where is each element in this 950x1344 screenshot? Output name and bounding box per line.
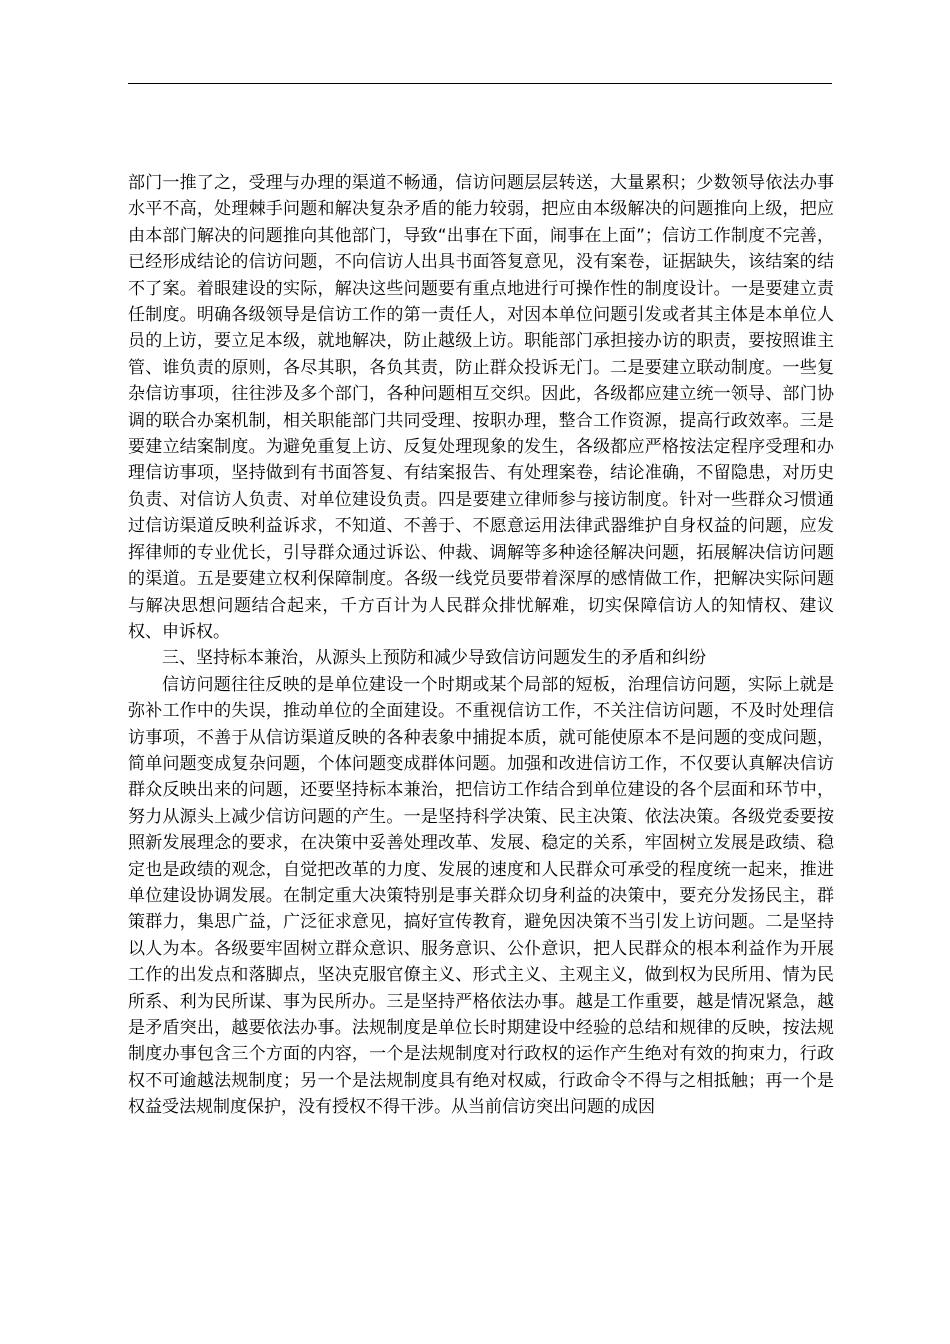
header-rule bbox=[128, 83, 832, 84]
section-heading: 三、坚持标本兼治，从源头上预防和减少导致信访问题发生的矛盾和纠纷 bbox=[162, 648, 706, 669]
paragraph-continued: 部门一推了之，受理与办理的渠道不畅通，信访问题层层转送，大量累积；少数领导依法办事水平不高，处理棘手问题和解决复杂矛盾的能力较弱，把应由本级解决的问题推向上级，把应由本部门解决的问题推向其他部门，导致“出事在下面，闹事在上面”；信访工作制度不完善，已经形成结论的信访问题，不向信访人出具书面答复意见，没有案卷，证据缺失，该结案的结不了案。着眼建设的实际，解决这些问题要有重点地进行可操作性的制度设计。一是要建立责任制度。明确各级领导是信访工作的第一责任人，对因本单位问题引发或者其主体是本单位人员的上访，要立足本级，就地解决，防止越级上访。职能部门承担接办访的职责，要按照谁主管、谁负责的原则，各尽其职，各负其责，防止群众投诉无门。二是要建立联动制度。一些复杂信访事项，往往涉及多个部门，各种问题相互交织。因此，各级都应建立统一领导、部门协调的联合办案机制，相关职能部门共同受理、按职办理，整合工作资源，提高行政效率。三是要建立结案制度。为避免重复上访、反复处理现象的发生，各级都应严格按法定程序受理和办理信访事项，坚持做到有书面答复、有结案报告、有处理案卷，结论准确，不留隐患，对历史负责、对信访人负责、对单位建设负责。四是要建立律师参与接访制度。针对一些群众习惯通过信访渠道反映利益诉求，不知道、不善于、不愿意运用法律武器维护自身权益的问题，应发挥律师的专业优长，引导群众通过诉讼、仲裁、调解等多种途径解决问题，拓展解决信访问题的渠道。五是要建立权利保障制度。各级一线党员要带着深厚的感情做工作，把解决实际问题与解决思想问题结合起来，千方百计为人民群众排忧解难，切实保障信访人的知情权、建议权、申诉权。 bbox=[128, 173, 834, 642]
paragraph: 信访问题往往反映的是单位建设一个时期或某个局部的短板，治理信访问题，实际上就是弥补工作中的失误，推动单位的全面建设。不重视信访工作，不关注信访问题，不及时处理信访事项，不善于从信访渠道反映的各种表象中捕捉本质，就可能使原本不是问题的变成问题，简单问题变成复杂问题，个体问题变成群体问题。加强和改进信访工作，不仅要认真解决信访群众反映出来的问题，还要坚持标本兼治，把信访工作结合到单位建设的各个层面和环节中，努力从源头上减少信访问题的产生。一是坚持科学决策、民主决策、依法决策。各级党委要按照新发展理念的要求，在决策中妥善处理改革、发展、稳定的关系，牢固树立发展是政绩、稳定也是政绩的观念，自觉把改革的力度、发展的速度和人民群众可承受的程度统一起来，推进单位建设协调发展。在制定重大决策特别是事关群众切身利益的决策中，要充分发扬民主，群策群力，集思广益，广泛征求意见，搞好宣传教育，避免因决策不当引发上访问题。二是坚持以人为本。各级要牢固树立群众意识、服务意识、公仆意识，把人民群众的根本利益作为开展工作的出发点和落脚点，坚决克服官僚主义、形式主义、主观主义，做到权为民所用、情为民所系、利为民所谋、事为民所办。三是坚持严格依法办事。越是工作重要，越是情况紧急，越是矛盾突出，越要依法办事。法规制度是单位长时期建设中经验的总结和规律的反映，按法规制度办事包含三个方面的内容，一个是法规制度对行政权的运作产生绝对有效的拘束力，行政权不可逾越法规制度；另一个是法规制度具有绝对权威，行政命令不得与之相抵触；再一个是权益受法规制度保护，没有授权不得干涉。从当前信访突出问题的成因 bbox=[128, 674, 834, 1118]
document-body bbox=[128, 170, 834, 1121]
